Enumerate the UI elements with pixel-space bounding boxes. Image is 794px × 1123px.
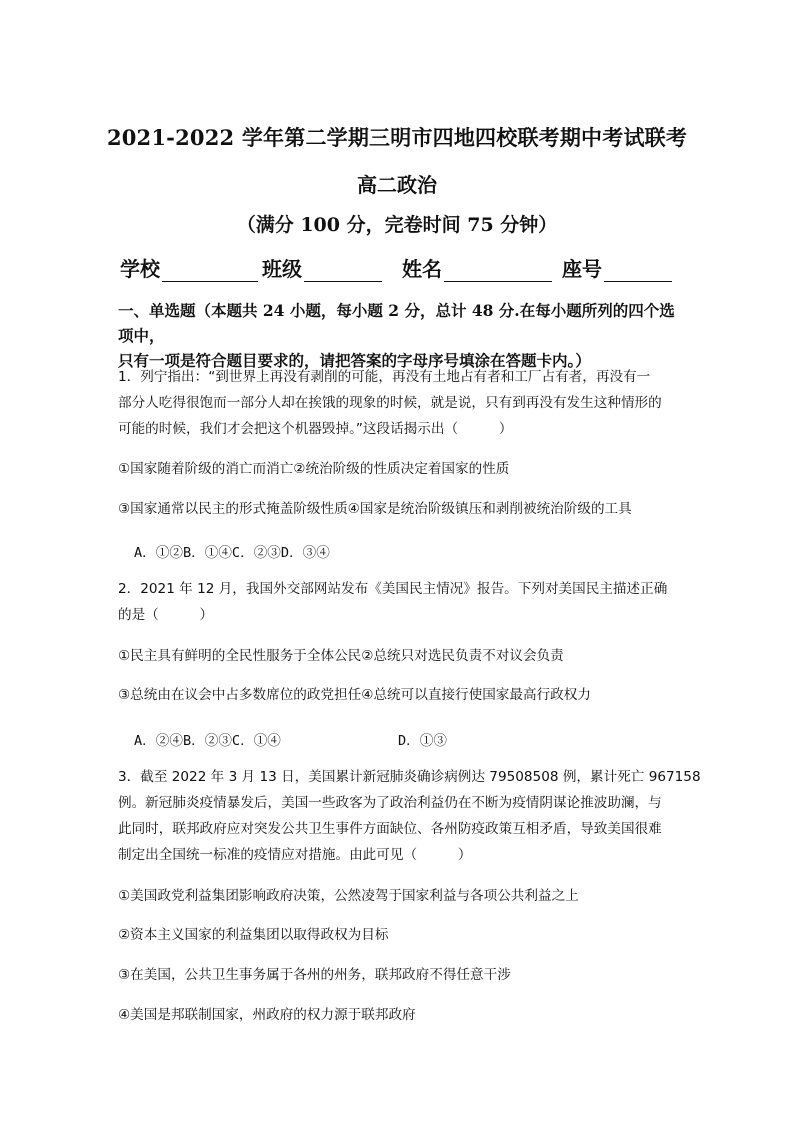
exam-note: （满分 100 分，完卷时间 75 分钟）	[236, 214, 558, 236]
name-blank[interactable]	[444, 259, 552, 282]
question-2-options-a: A．②④B．②③C．①④	[134, 733, 281, 749]
question-1-item-line: ①国家随着阶级的消亡而消亡②统治阶级的性质决定着国家的性质	[118, 461, 510, 477]
question-3-item-line: ①美国政党利益集团影响政府决策，公然凌驾于国家利益与各项公共利益之上	[118, 888, 579, 904]
question-3-item-line: ③在美国，公共卫生事务属于各州的州务，联邦政府不得任意干涉	[118, 967, 511, 983]
section-line: 一、单选题（本题共 24 小题，每小题 2 分，总计 48 分.在每小题所列的四个选项中，	[118, 301, 675, 345]
stem-line: 制定出全国统一标准的疫情应对措施。由此可见（ ）	[118, 847, 472, 863]
seat-blank[interactable]	[604, 259, 672, 282]
seat-field	[562, 253, 672, 282]
stem-line: 此同时，联邦政府应对突发公共卫生事件方面缺位、各州防疫政策互相矛盾，导致美国很难	[118, 821, 662, 837]
question-3-stem	[118, 764, 701, 868]
stem-line: 1．列宁指出：“到世界上再没有剥削的可能，再没有土地占有者和工厂占有者，再没有一	[118, 369, 651, 385]
question-2-item-line: ③总统由在议会中占多数席位的政党担任④总统可以直接行使国家最高行政权力	[118, 687, 591, 703]
stem-line: 的是（ ）	[118, 607, 214, 623]
question-2-option-d: D．①③	[398, 733, 447, 749]
school-label: 学校	[120, 257, 160, 281]
student-info-row	[120, 253, 676, 283]
question-3-item-line: ②资本主义国家的利益集团以取得政权为目标	[118, 927, 389, 943]
class-blank[interactable]	[304, 259, 382, 282]
question-2-stem	[118, 576, 684, 628]
stem-line: 部分人吃得很饱而一部分人却在挨饿的现象的时候，就是说，只有到再没有发生这种情形的	[118, 395, 662, 411]
section-line: 只有一项是符合题目要求的，请把答案的字母序号填涂在答题卡内。）	[118, 351, 591, 370]
stem-line: 2．2021 年 12 月，我国外交部网站发布《美国民主情况》报告。下列对美国民主描述正确	[118, 581, 668, 597]
class-label: 班级	[262, 257, 302, 281]
name-label: 姓名	[402, 257, 442, 281]
question-1-options: A．①②B．①④C．②③D．③④	[134, 545, 330, 561]
question-1-item-line: ③国家通常以民主的形式掩盖阶级性质④国家是统治阶级镇压和剥削被统治阶级的工具	[118, 501, 632, 517]
question-2-item-line: ①民主具有鲜明的全民性服务于全体公民②总统只对选民负责不对议会负责	[118, 648, 564, 664]
class-field	[262, 253, 382, 282]
seat-label: 座号	[562, 257, 602, 281]
question-3-item-line: ④美国是邦联制国家，州政府的权力源于联邦政府	[118, 1007, 416, 1023]
stem-line: 可能的时候，我们才会把这个机器毁掉。”这段话揭示出（ ）	[118, 421, 513, 437]
stem-line: 例。新冠肺炎疫情暴发后，美国一些政客为了政治利益仍在不断为疫情阴谋论推波助澜，与	[118, 795, 662, 811]
exam-title: 2021-2022 学年第二学期三明市四地四校联考期中考试联考	[106, 125, 688, 150]
school-blank[interactable]	[162, 259, 258, 282]
question-1-stem	[118, 364, 684, 442]
stem-line: 3．截至 2022 年 3 月 13 日，美国累计新冠肺炎确诊病例达 79508508 例，累计死亡 967158	[118, 769, 701, 785]
exam-subject: 高二政治	[357, 173, 437, 197]
section-heading	[118, 298, 688, 373]
name-field	[402, 253, 552, 282]
school-field	[120, 253, 258, 282]
